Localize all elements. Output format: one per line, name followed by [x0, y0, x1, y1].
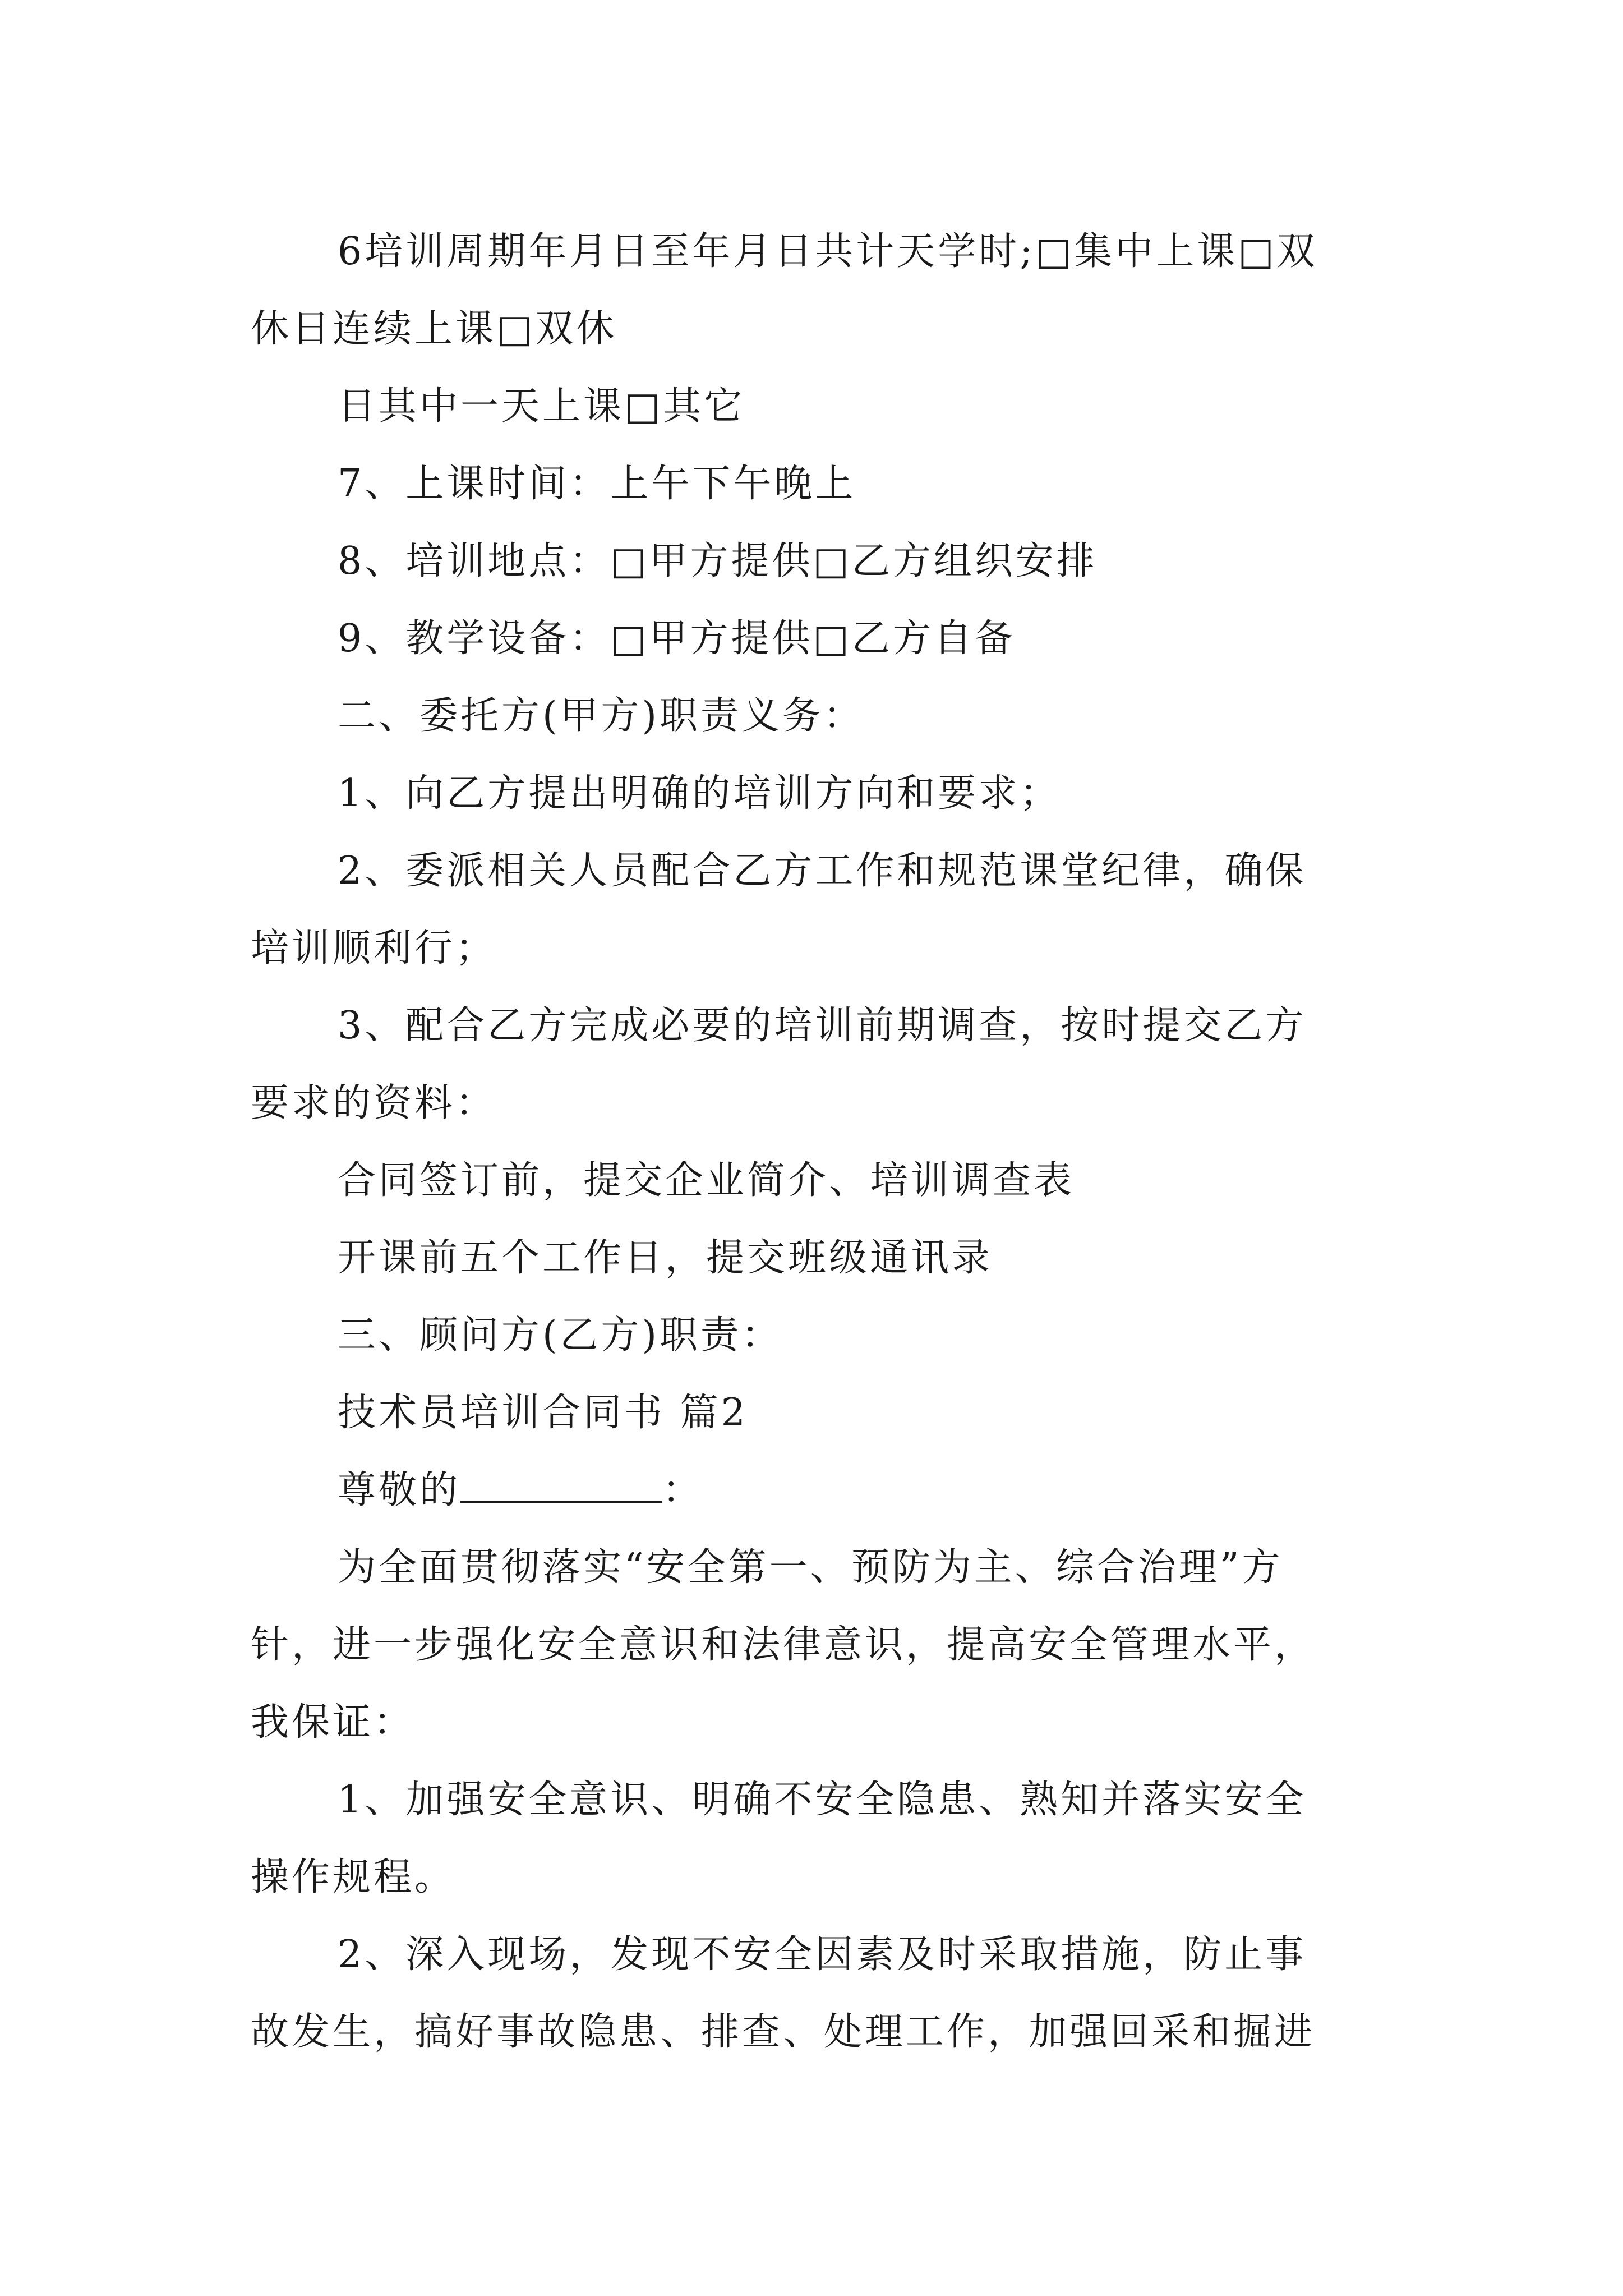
text-line: 为全面贯彻落实“安全第一、预防为主、综合治理”方	[338, 1545, 1283, 1590]
text-line: 开课前五个工作日，提交班级通讯录	[338, 1236, 993, 1280]
text-line: 操作规程。	[251, 1855, 456, 1899]
text-line: 休日连续上课□双休	[251, 307, 617, 351]
text-line: 针，进一步强化安全意识和法律意识，提高安全管理水平，	[251, 1623, 1316, 1667]
section-heading: 二、委托方(甲方)职责义务：	[338, 694, 865, 738]
salutation-line	[251, 1452, 1384, 1529]
text-line: 2、深入现场，发现不安全因素及时采取措施，防止事	[338, 1932, 1307, 1977]
text-line: 6培训周期年月日至年月日共计天学时;□集中上课□双	[338, 229, 1318, 274]
text-line: 2、委派相关人员配合乙方工作和规范课堂纪律，确保	[338, 849, 1307, 893]
document-title: 技术员培训合同书 篇2	[338, 1391, 748, 1435]
text-line: 故发生，搞好事故隐患、排查、处理工作，加强回采和掘进	[251, 2010, 1316, 2054]
salutation-colon: ：	[662, 1468, 704, 1512]
text-line: 1、向乙方提出明确的培训方向和要求；	[338, 771, 1061, 816]
text-line: 1、加强安全意识、明确不安全隐患、熟知并落实安全	[338, 1778, 1307, 1822]
text-line: 日其中一天上课□其它	[338, 384, 745, 429]
text-line: 要求的资料：	[251, 1081, 497, 1125]
text-line: 8、培训地点：□甲方提供□乙方组织安排	[338, 539, 1098, 583]
salutation-prefix: 尊敬的	[338, 1468, 461, 1512]
fill-in-blank	[460, 1467, 662, 1503]
text-line: 7、上课时间：上午下午晚上	[338, 462, 856, 506]
text-line: 合同签订前，提交企业简介、培训调查表	[338, 1158, 1075, 1203]
document-body	[251, 213, 1384, 2071]
text-line: 培训顺利行；	[251, 926, 497, 970]
text-line: 我保证：	[251, 1700, 415, 1745]
section-heading: 三、顾问方(乙方)职责：	[338, 1313, 783, 1358]
text-line: 3、配合乙方完成必要的培训前期调查，按时提交乙方	[338, 1004, 1307, 1048]
text-line: 9、教学设备：□甲方提供□乙方自备	[338, 616, 1016, 661]
